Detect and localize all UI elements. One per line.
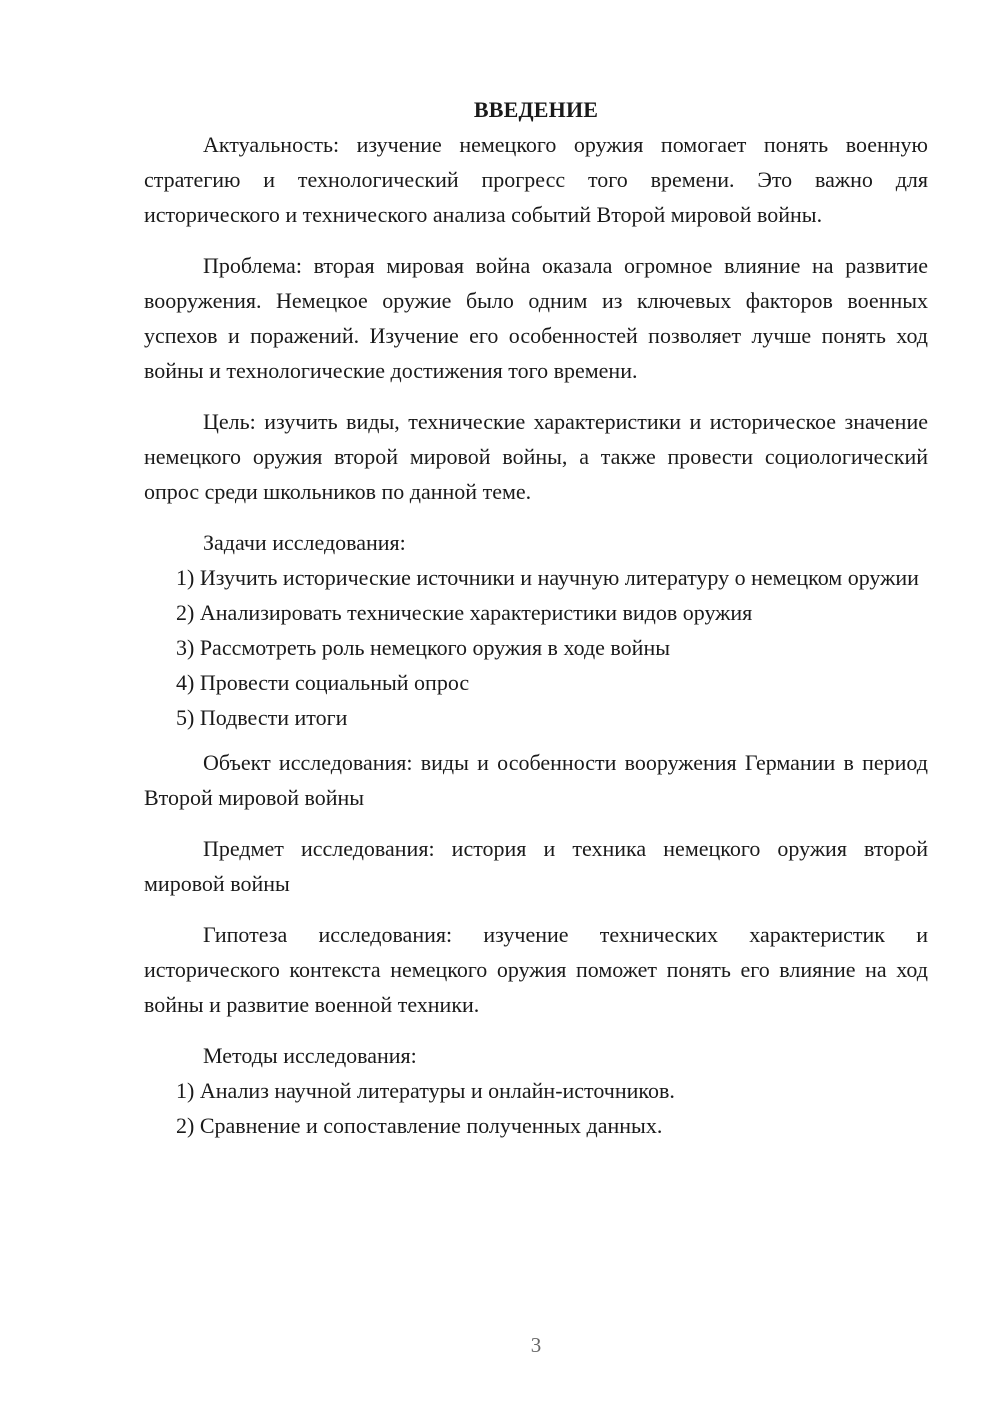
method-item-2: 2) Сравнение и сопоставление полученных данных. [176, 1113, 663, 1138]
hypothesis-paragraph: Гипотеза исследования: изучение технических характеристик и исторического контекста немецкого оружия поможет понять его влияние на ход войны и развитие военной техники. [144, 922, 928, 1017]
task-item-5: 5) Подвести итоги [176, 705, 348, 730]
relevance-paragraph: Актуальность: изучение немецкого оружия помогает понять военную стратегию и технологический прогресс того времени. Это важно для исторического и технического анализа событий Второй мировой войны. [144, 132, 928, 227]
object-paragraph: Объект исследования: виды и особенности вооружения Германии в период Второй мировой войны [144, 750, 928, 810]
methods-heading: Методы исследования: [203, 1043, 417, 1068]
tasks-heading: Задачи исследования: [203, 530, 406, 555]
task-item-4: 4) Провести социальный опрос [176, 670, 470, 695]
page-title: ВВЕДЕНИЕ [473, 97, 599, 122]
task-item-2: 2) Анализировать технические характеристики видов оружия [176, 600, 753, 625]
goal-paragraph: Цель: изучить виды, технические характеристики и историческое значение немецкого оружия второй мировой войны, а также провести социологический опрос среди школьников по данной теме. [144, 409, 928, 504]
page-number: 3 [530, 1333, 542, 1357]
document-page [144, 92, 928, 1143]
task-item-3: 3) Рассмотреть роль немецкого оружия в ходе войны [176, 635, 671, 660]
problem-paragraph: Проблема: вторая мировая война оказала огромное влияние на развитие вооружения. Немецкое оружие было одним из ключевых факторов военных успехов и поражений. Изучение его особенностей позволяет лучше понять ход войны и технологические достижения того времени. [144, 253, 928, 383]
method-item-1: 1) Анализ научной литературы и онлайн-источников. [176, 1078, 675, 1103]
task-item-1: 1) Изучить исторические источники и научную литературу о немецком оружии [176, 565, 919, 590]
subject-paragraph: Предмет исследования: история и техника немецкого оружия второй мировой войны [144, 836, 928, 896]
